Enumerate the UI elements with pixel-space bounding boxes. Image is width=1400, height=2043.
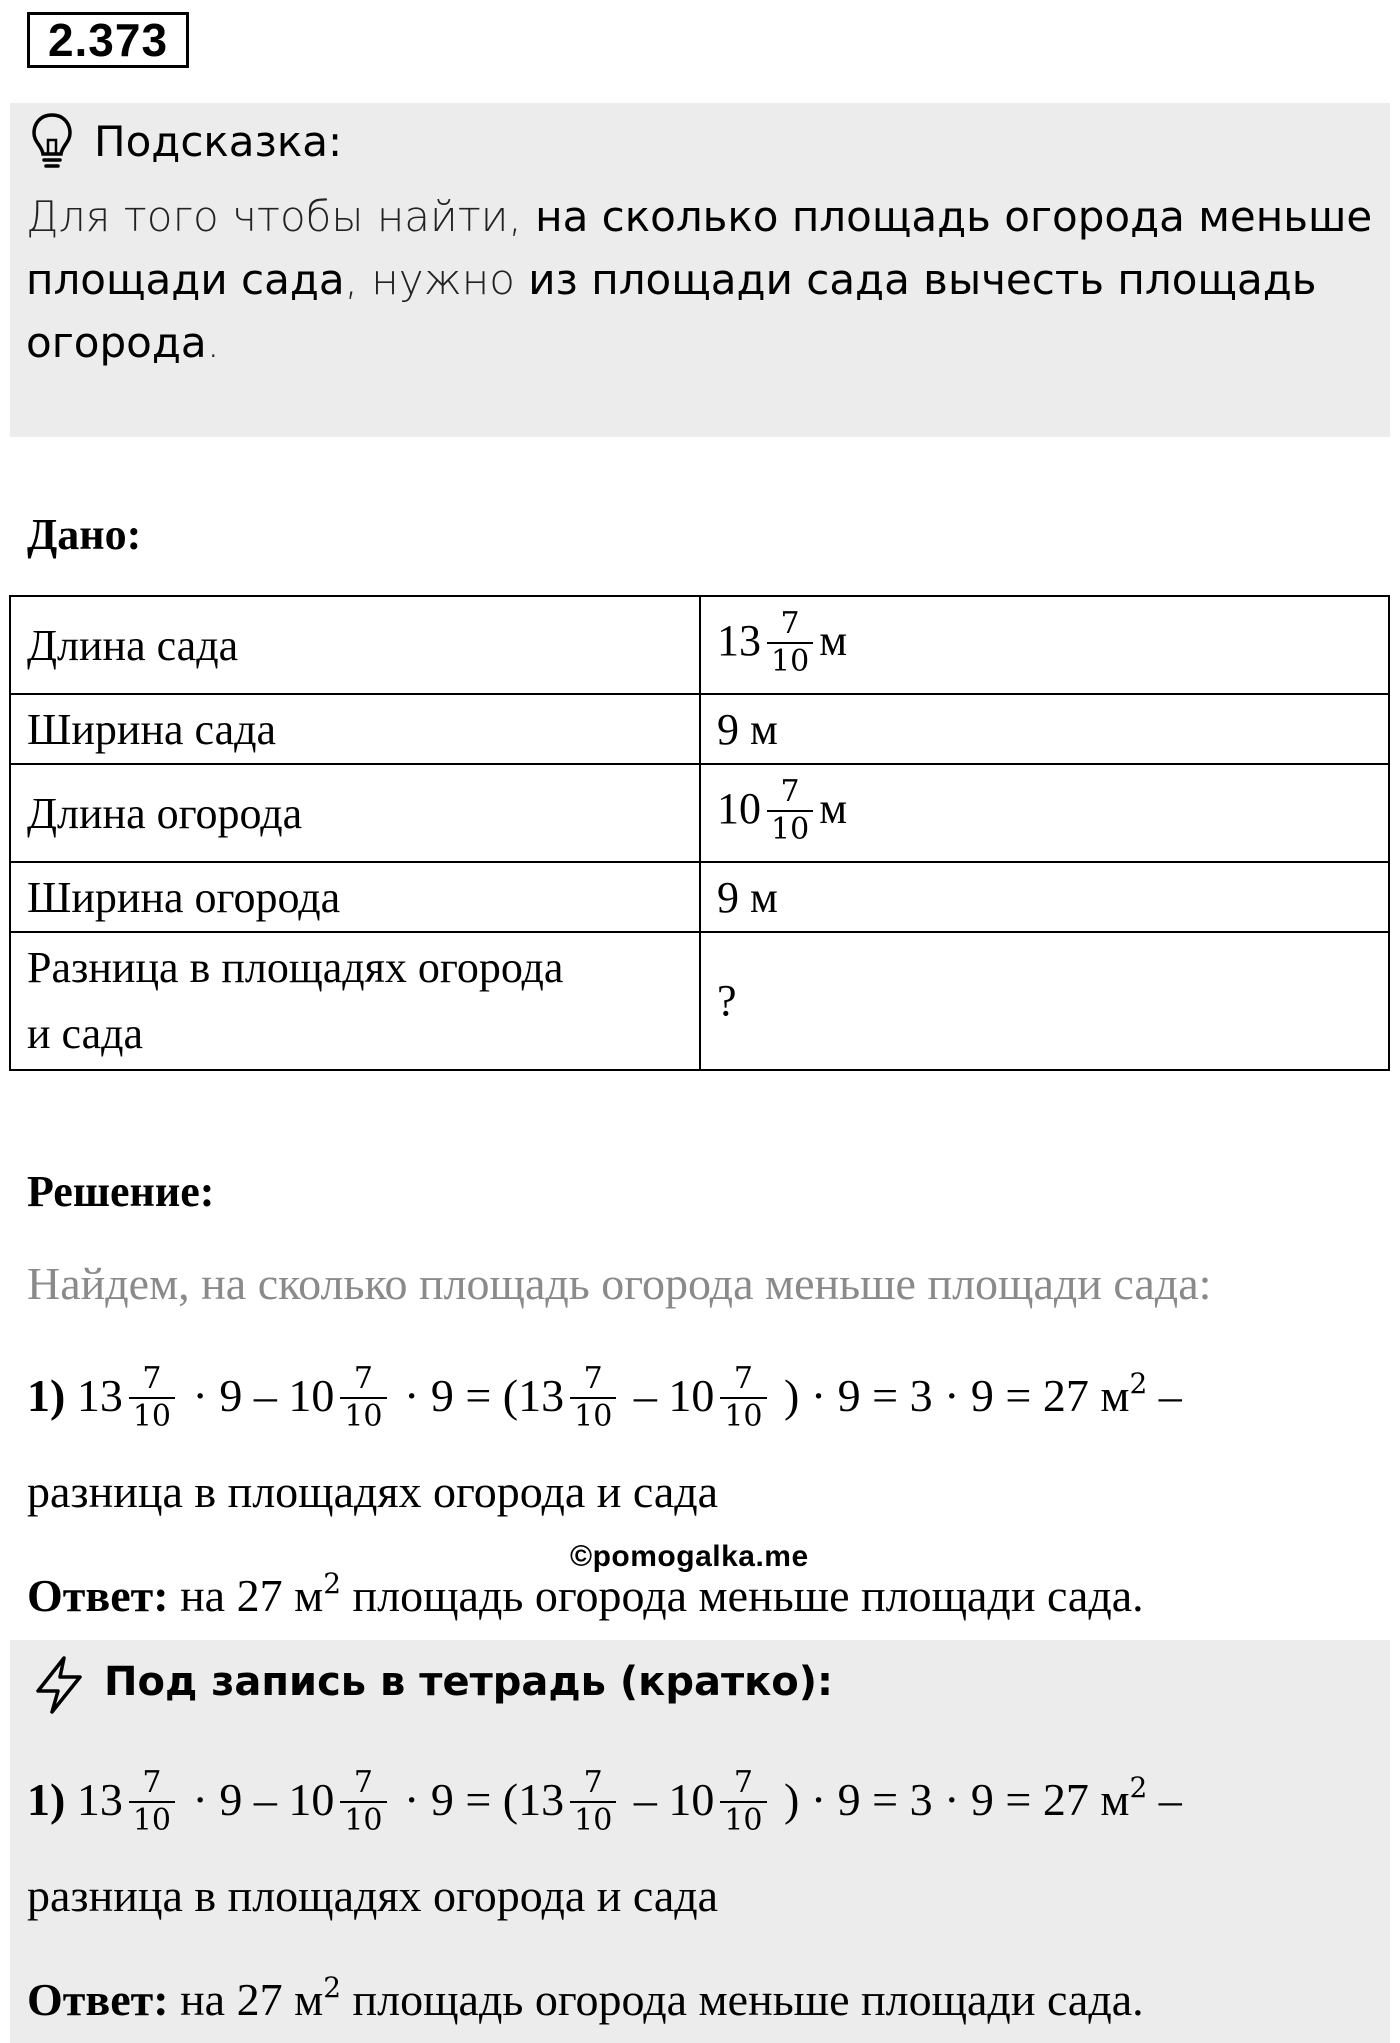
watermark: ©pomogalka.me [570, 1540, 809, 1573]
solution-step-1: 1) 13 $\frac{7}{10}$ · 9 – 10 $\frac{7}{10}$ · 9 = (13 $\frac{7}{10}$ – 10 $\frac{7}{10}$ ) · 9 = 3 · 9 = 27 $м^2$ – [27, 1361, 1182, 1435]
task-number: 2.373 [27, 12, 189, 68]
table-cell: 10 $\frac{7}{10}$ м [700, 764, 1389, 862]
table-row [10, 862, 1389, 932]
table-cell: Длина сада [10, 596, 700, 694]
short-answer-line: Ответ: на 27 $м^2$ площадь огорода меньше площади сада. [27, 1971, 1144, 2025]
table-cell: Разница в площадях огорода и сада [10, 932, 700, 1070]
solution-label: Решение: [27, 1167, 215, 1216]
given-label: Дано: [27, 510, 142, 559]
table-row [10, 932, 1389, 1070]
table-cell: Ширина огорода [10, 862, 700, 932]
table-cell: Ширина сада [10, 694, 700, 764]
solution-step-text: разница в площадях огорода и сада [27, 1466, 719, 1517]
short-title: Под запись в тетрадь (кратко): [104, 1659, 834, 1705]
solution-intro: Найдем, на сколько площадь огорода меньше площади сада: [27, 1258, 1212, 1309]
table-row [10, 694, 1389, 764]
table-cell: Длина огорода [10, 764, 700, 862]
short-step-text: разница в площадях огорода и сада [27, 1870, 719, 1921]
lightning-icon [30, 1655, 88, 1715]
answer-line: Ответ: на 27 $м^2$ площадь огорода меньше площади сада. [27, 1567, 1144, 1621]
table-row [10, 764, 1389, 862]
table-cell: 9 м [700, 862, 1389, 932]
short-step-1: 1) 13 $\frac{7}{10}$ · 9 – 10 $\frac{7}{10}$ · 9 = (13 $\frac{7}{10}$ – 10 $\frac{7}{10}$ ) · 9 = 3 · 9 = 27 $м^2$ – [27, 1765, 1182, 1839]
fraction: $\frac{7}{10}$ [767, 606, 813, 680]
given-table [9, 595, 1390, 1071]
table-cell: 9 м [700, 694, 1389, 764]
lightbulb-icon [30, 112, 74, 172]
table-cell: 13 $\frac{7}{10}$ м [700, 596, 1389, 694]
hint-text: Для того чтобы найти, на сколько площадь огорода меньше площади сада, нужно из площади сада вычесть площадь огорода. [26, 192, 1373, 367]
hint-title: Подсказка: [94, 117, 343, 166]
table-cell: ? [700, 932, 1389, 1070]
table-row [10, 596, 1389, 694]
fraction: $\frac{7}{10}$ [767, 774, 813, 848]
